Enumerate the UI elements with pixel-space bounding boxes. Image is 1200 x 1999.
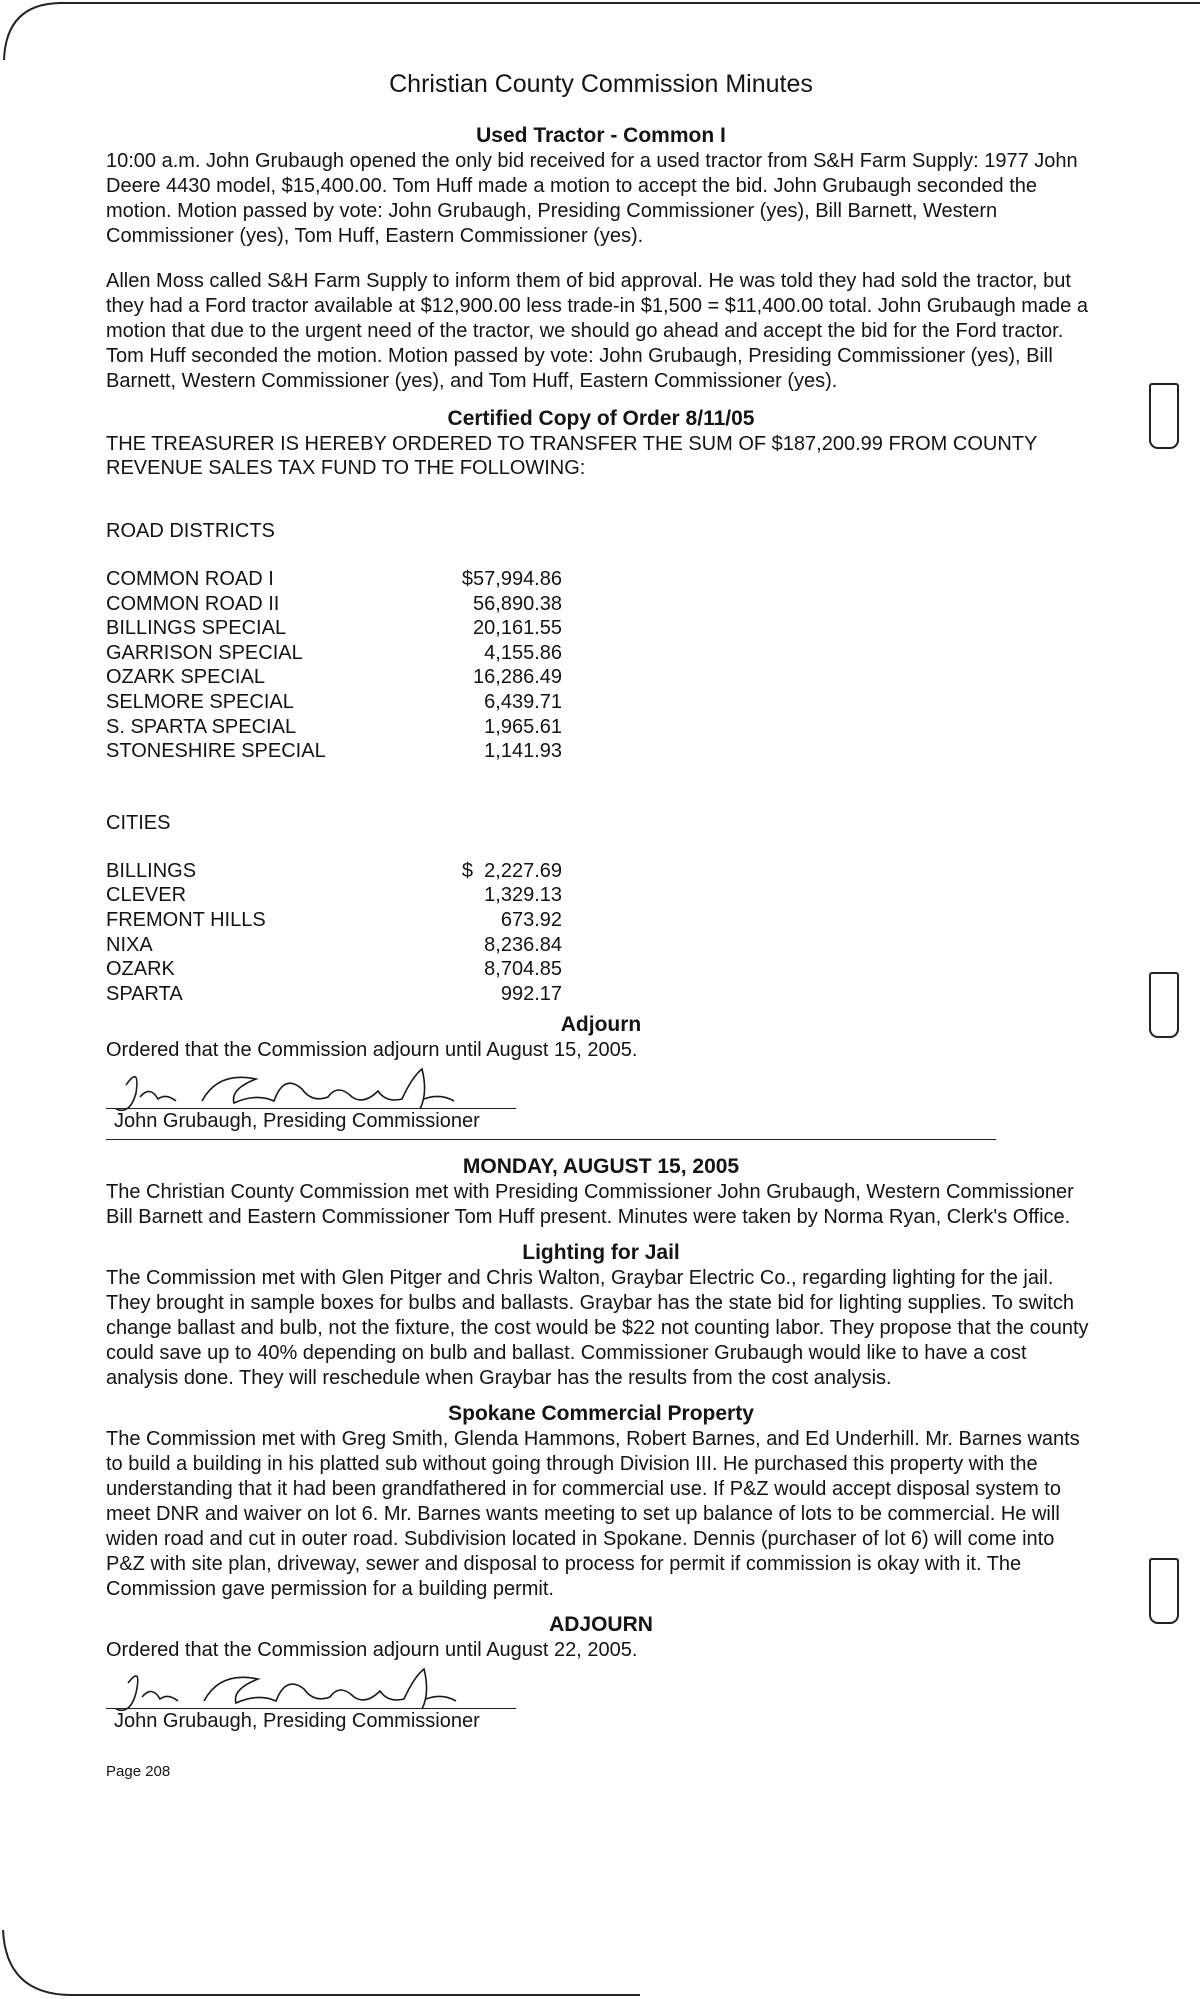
table-row [106,616,562,641]
fund-amount: 16,286.49 [473,666,562,689]
table-row [106,641,562,666]
section-divider [106,1139,996,1140]
table-row [106,690,562,715]
fund-name: S. SPARTA SPECIAL [106,715,297,738]
signature-block-2 [106,1663,526,1733]
tractor-ford-paragraph: Allen Moss called S&H Farm Supply to inform them of bid approval. He was told they had sold the tractor, but they had a Ford tractor available at $12,900.00 less trade-in $1,500 = $11,400.00 total. John Grubaugh made a motion that due to the urgent need of the tractor, we should go ahead and accept the bid for the Ford tractor. Tom Huff seconded the motion. Motion passed by vote: John Grubaugh, Presiding Commissioner (yes), Bill Barnett, Western Commissioner (yes), and Tom Huff, Eastern Commissioner (yes). [106,270,1088,392]
page-number: Page 208 [106,1763,171,1781]
signature-block [106,1063,526,1133]
heading-meeting-date: MONDAY, AUGUST 15, 2005 [462,1155,740,1179]
heading-lighting-jail: Lighting for Jail [522,1241,680,1265]
city-name: OZARK [106,958,175,981]
city-name: CLEVER [106,884,187,907]
city-name: FREMONT HILLS [106,908,266,931]
table-row [106,883,562,908]
lighting-text: The Commission met with Glen Pitger and Chris Walton, Graybar Electric Co., regarding lighting for the jail. They brought in sample boxes for bulbs and ballasts. Graybar has the state bid for lighting supplies. To switch change ballast and bulb, not the fixture, the cost would be $22 not counting labor. They propose that the county could save up to 40% depending on bulb and ballast. Commissioner Grubaugh would like to have a cost analysis done. They will reschedule when Graybar has the results from the cost analysis. [106,1267,1089,1390]
cities-label: CITIES [106,811,171,834]
adjourn-text: Ordered that the Commission adjourn until August 15, 2005. [106,1039,638,1062]
table-row [106,933,562,958]
binder-hole-top [1149,383,1179,449]
spokane-text: The Commission met with Greg Smith, Glenda Hammons, Robert Barnes, and Ed Underhill. Mr. Barnes wants to build a building in his platted sub without going through Division III. He purchased this property with the understanding that it had been grandfathered in for commercial use. If P&Z would accept disposal system to meet DNR and waiver on lot 6. Mr. Barnes wants meeting to set up balance of lots to be commercial. He will widen road and cut in outer road. Subdivision located in Spokane. Dennis (purchaser of lot 6) will come into P&Z with site plan, driveway, sewer and disposal to process for permit if commission is okay with it. The Commission gave permission for a building permit. [106,1428,1080,1601]
city-name: BILLINGS [106,859,197,882]
road-districts-label: ROAD DISTRICTS [106,520,275,542]
fund-name: GARRISON SPECIAL [106,641,303,664]
road-districts-table [106,567,562,764]
city-amount: 992.17 [500,982,562,1005]
fund-name: BILLINGS SPECIAL [106,617,287,640]
city-amount: 673.92 [500,908,562,931]
fund-amount: $57,994.86 [461,568,562,590]
signature-line-2 [106,1708,516,1709]
fund-amount: 1,965.61 [484,715,562,738]
fund-amount: 4,155.86 [484,641,562,664]
city-amount: $ 2,227.69 [461,859,562,882]
table-row [106,592,562,617]
binder-hole-middle [1149,972,1179,1038]
fund-amount: 20,161.55 [473,617,562,640]
heading-adjourn: Adjourn [560,1013,642,1037]
tractor-bid-paragraph: 10:00 a.m. John Grubaugh opened the only bid received for a used tractor from S&H Farm Supply: 1977 John Deere 4430 model, $15,400.00. Tom Huff made a motion to accept the bid. John Grubaugh seconded the motion. Motion passed by vote: John Grubaugh, Presiding Commissioner (yes), Bill Barnett, Western Commissioner (yes), Tom Huff, Eastern Commissioner (yes). [106,150,1078,247]
minutes-page [106,70,1096,1780]
table-row [106,859,562,884]
fund-name: COMMON ROAD I [106,568,274,590]
order-text: THE TREASURER IS HEREBY ORDERED TO TRANSFER THE SUM OF $187,200.99 FROM COUNTY REVENUE SALES TAX FUND TO THE FOLLOWING: [106,433,1037,479]
heading-spokane-property: Spokane Commercial Property [448,1402,754,1426]
city-amount: 1,329.13 [484,884,562,907]
adjourn-2-text: Ordered that the Commission adjourn until August 22, 2005. [106,1639,638,1662]
table-row [106,957,562,982]
fund-name: COMMON ROAD II [106,592,280,615]
fund-name: SELMORE SPECIAL [106,690,294,713]
city-name: SPARTA [106,982,183,1005]
fund-amount: 1,141.93 [484,740,562,763]
table-row [106,739,562,764]
table-row [106,665,562,690]
fund-name: OZARK SPECIAL [106,666,265,689]
table-row [106,567,562,592]
city-amount: 8,236.84 [484,933,562,956]
table-row [106,982,562,1007]
city-name: NIXA [106,933,153,956]
fund-amount: 6,439.71 [484,690,562,713]
meeting-attendance-text: The Christian County Commission met with Presiding Commissioner John Grubaugh, Western Commissioner Bill Barnett and Eastern Commissioner Tom Huff present. Minutes were taken by Norma Ryan, Clerk's Office. [106,1181,1074,1229]
fund-name: STONESHIRE SPECIAL [106,740,326,763]
heading-used-tractor: Used Tractor - Common I [476,124,726,147]
signature-caption: John Grubaugh, Presiding Commissioner [114,1110,480,1133]
fund-amount: 56,890.38 [473,592,562,615]
signature-line [106,1108,516,1109]
table-row [106,908,562,933]
signature-caption-2: John Grubaugh, Presiding Commissioner [114,1710,480,1733]
cities-table [106,859,562,1007]
table-row [106,715,562,740]
heading-adjourn-2: ADJOURN [549,1613,653,1637]
city-amount: 8,704.85 [484,958,562,981]
heading-certified-order: Certified Copy of Order 8/11/05 [447,407,755,430]
binder-hole-bottom [1149,1558,1179,1624]
document-title: Christian County Commission Minutes [389,70,813,98]
